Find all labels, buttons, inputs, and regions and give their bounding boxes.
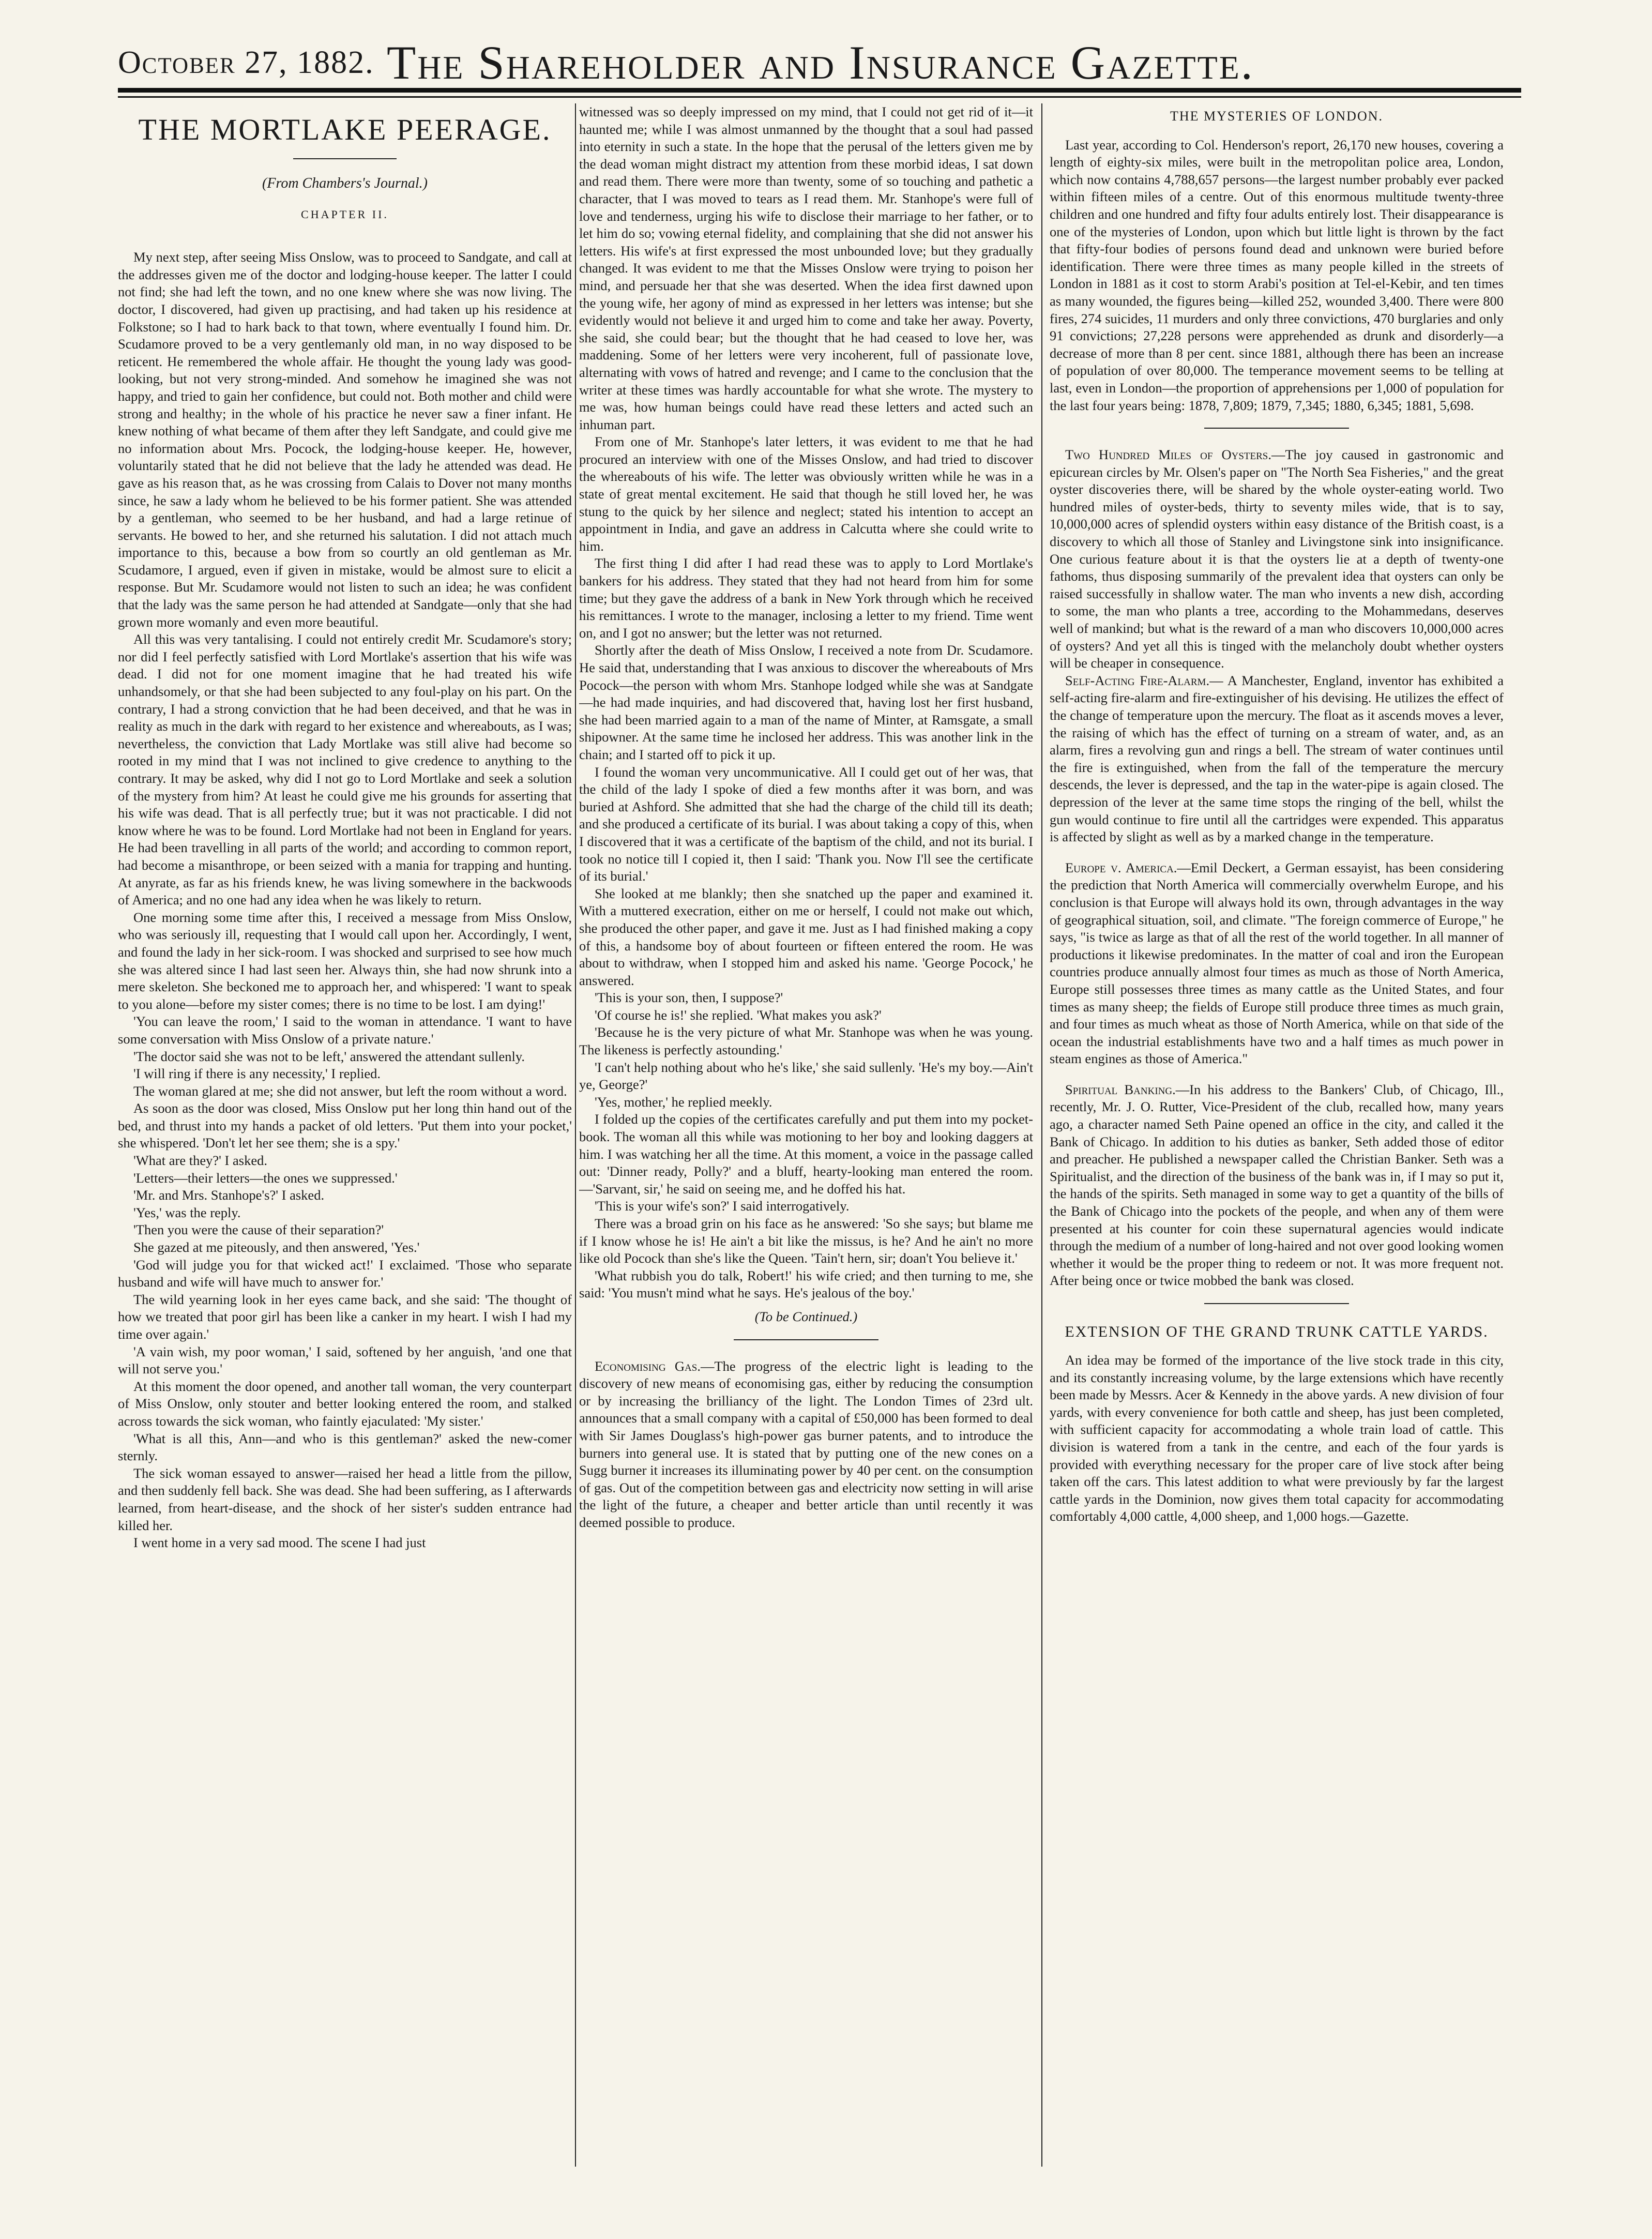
paragraph: 'What are they?' I asked. (133, 1153, 267, 1169)
publication-title: The Shareholder and Insurance Gazette. (387, 36, 1254, 89)
section-rule (1204, 1303, 1349, 1304)
item-body: — A Manchester, England, inventor has exhibited a self-acting fire-alarm and fire-extinguisher of his devising. He utilizes the effect of the change of temperature upon the mercury. The float as it ascends moves a lever, the raising of which has the effect of turning on a stream of water, and, as an alarm, fires a revolving gun and rings a bell. The stream of water continues until the fire is extinguished, when from the fall of the temperature the mercury descends, the lever is depressed, and the tap in the water-pipe is again closed. The depression of the lever at the same time stops the ringing of the bell, whilst the gun would continue to fire until all the cartridges were expended. This apparatus is affected by slight as well as by a marked change in the temperature. (1050, 672, 1504, 845)
paragraph: I went home in a very sad mood. The scene I had just (133, 1535, 426, 1551)
paragraph: An idea may be formed of the importance of the live stock trade in this city, and its constantly increasing volume, by the large extensions which have recently been made by Messrs. Acer & Kennedy in the above yards. A new division of four yards, with every convenience for both cattle and sheep, has just been completed, with sufficient capacity for accommodating a whole train load of cattle. This division is watered from a tank in the centre, and each of the four yards is provided with everything necessary for the proper care of live stock after being taken off the cars. This latest addition to what were previously by far the largest cattle yards in the Dominion, now gives them total capacity for accommodating comfortably 4,000 cattle, 4,000 sheep, and 1,000 hogs.—Gazette. (1050, 1352, 1504, 1524)
issue-date: October 27, 1882. (118, 45, 374, 80)
paragraph: All this was very tantalising. I could not entirely credit Mr. Scudamore's story; nor did I feel perfectly satisfied with Lord Mortlake's assertion that his wife was dead. I did not for one moment imagine that he had treated his wife unhandsomely, or that she had been subjected to any foul-play on his part. On the contrary, I had a strong conviction that he had been deceived, and that he was in reality as much in the dark with regard to her existence and whereabouts, as I was; nevertheless, the conviction that Lady Mortlake was still alive had become so rooted in my mind that I was not inclined to give credence to anything to the contrary. It may be asked, why did I not go to Lord Mortlake and seek a solution of the mystery from him? At least he could give me his grounds for asserting that his wife was dead. That is all perfectly true; but it was not practicable. I did not know where he was to be found. Lord Mortlake had not been in England for years. He had been travelling in all parts of the world; and according to common report, had become a misanthrope, or been seized with a mania for trapping and hunting. At anyrate, as far as his friends knew, he was living somewhere in the backwoods of America; and no one had any idea when he was likely to return. (118, 631, 572, 908)
news-item-banking (1050, 1081, 1504, 1290)
paragraph: One morning some time after this, I received a message from Miss Onslow, who was seriously ill, requesting that I would call upon her. Accordingly, I went, and found the lady in her sick-room. I was shocked and surprised to see how much she was altered since I had last seen her. Always thin, she had now shrunk into a mere skeleton. She beckoned me to approach her, and whispered: 'I want to speak to you alone—before my sister comes; there is no time to be lost. I am dying!' (118, 909, 572, 1012)
paragraph: 'This is your son, then, I suppose?' (595, 990, 783, 1006)
news-item-gas (579, 1358, 1033, 1532)
column-1 (118, 103, 572, 2167)
paragraph: She gazed at me piteously, and then answered, 'Yes.' (133, 1239, 420, 1255)
paragraph: 'God will judge you for that wicked act!' I exclaimed. 'Those who separate husband and wife will have much to answer for.' (118, 1257, 572, 1290)
column-2 (579, 103, 1033, 2167)
spacer (1050, 1068, 1504, 1081)
paragraph: As soon as the door was closed, Miss Onslow put her long thin hand out of the bed, and thrust into my hands a packet of old letters. 'Put them into your pocket,' she whispered. 'Don't let her see them; she is a spy.' (118, 1100, 572, 1151)
column-rule-2 (1041, 103, 1042, 2167)
item-heading: Spiritual Banking. (1065, 1081, 1176, 1097)
paragraph: Shortly after the death of Miss Onslow, I received a note from Dr. Scudamore. He said that, understanding that I was anxious to discover the whereabouts of Mrs Pocock—the person with whom Mrs. Stanhope lodged while she was at Sandgate—he had made inquiries, and had discovered that, having lost her first husband, she had been married again to a man of the name of Minter, at Ramsgate, a small shipowner. At the same time he inclosed her address. This was another link in the chain; and I started off to pick it up. (579, 642, 1033, 762)
section-rule (734, 1339, 878, 1340)
paragraph: There was a broad grin on his face as he answered: 'So she says; but blame me if I know whose he is! He ain't a bit like the missus, is he? And he ain't no more like old Pocock than she's like the Queen. 'Tain't hern, sir; doan't You believe it.' (579, 1216, 1033, 1266)
paragraph: At this moment the door opened, and another tall woman, the very counterpart of Miss Onslow, only stouter and better looking entered the room, and stalked across towards the sick woman, who faintly ejaculated: 'My sister.' (118, 1378, 572, 1429)
paragraph: 'I can't help nothing about who he's like,' she said sullenly. 'He's my boy.—Ain't ye, George?' (579, 1059, 1033, 1093)
item-body: —The joy caused in gastronomic and epicurean circles by Mr. Olsen's paper on "The North Sea Fisheries," and the great oyster discoveries there, will be shared by the whole oyster-eating world. Two hundred miles of oyster-beds, thirty to seventy miles wide, that is to say, 10,000,000 acres of splendid oysters within easy distance of the British coast, is a discovery to which all those of Stanley and Livingstone sink into insignificance. One curious feature about it is that the oysters lie at a depth of twenty-one fathoms, thus disposing summarily of the prevalent idea that oysters can only be raised successfully in shallow water. The man who invents a new dish, according to some, the man who plants a tree, according to the Mohammedans, deserves well of mankind; but what is the reward of a man who discovers 10,000,000 acres of oysters? And yet all this is tinged with the melancholy doubt whether oysters will be cheaper in consequence. (1050, 447, 1504, 671)
heading-mysteries: THE MYSTERIES OF LONDON. (1170, 109, 1383, 124)
paragraph: 'You can leave the room,' I said to the woman in attendance. 'I want to have some conversation with Miss Onslow of a private nature.' (118, 1013, 572, 1047)
news-item-fire-alarm (1050, 672, 1504, 846)
heading-cattle-yards: EXTENSION OF THE GRAND TRUNK CATTLE YARDS. (1065, 1323, 1489, 1340)
paragraph: witnessed was so deeply impressed on my mind, that I could not get rid of it—it haunted me; while I was almost unmanned by the thought that a soul had passed into eternity in such a state. In the hope that the perusal of the letters given me by the dead woman might distract my attention from these morbid ideas, I sat down and read them. There were more than twenty, some of so touching and pathetic a character, that I was moved to tears as I read them. Mr. Stanhope's were full of love and tenderness, urging his wife to disclose their marriage to her father, or to let him do so; vowing eternal fidelity, and complaining that she did not answer his letters. His wife's at first expressed the most unbounded love; but they gradually changed. It was evident to me that the Misses Onslow were trying to poison her mind, and persuade her that she was deserted. When the idea first dawned upon the young wife, her agony of mind as expressed in her letters was intense; but she evidently would not believe it and urged him to come and take her away. Poverty, she said, she could bear; but the thought that he had ceased to love her, was maddening. Some of her letters were very incoherent, full of passionate love, alternating with vows of hatred and revenge; and I came to the conclusion that the writer at these times was hardly accountable for what she wrote. The mystery to me was, how human beings could have read these letters and acted such an inhuman part. (579, 104, 1033, 432)
article-source: (From Chambers's Journal.) (262, 175, 428, 191)
paragraph: 'Letters—their letters—the ones we suppressed.' (133, 1170, 398, 1186)
column-rule-1 (575, 103, 576, 2167)
paragraph: My next step, after seeing Miss Onslow, was to proceed to Sandgate, and call at the addresses given me of the doctor and lodging-house keeper. The latter I could not find; she had left the town, and no one knew where she was now living. The doctor, I discovered, had given up practising, and had taken up his residence at Folkstone; so I had to hark back to that town, where eventually I found him. Dr. Scudamore proved to be a very gentlemanly old man, in no way disposed to be reticent. He remembered the whole affair. He thought the young lady was good-looking, but not very strong-minded. And somehow he imagined she was not happy, and tried to gain her confidence, but could not. Both mother and child were strong and healthy; in the whole of his practice he never saw a finer infant. He knew nothing of what became of them after they left Sandgate, and could give me no information about Mrs. Pocock, the lodging-house keeper. He, however, voluntarily stated that he did not believe that the lady he attended was dead. He gave as his reason that, as he was crossing from Calais to Dover not many months since, he saw a lady whom he believed to be his former patient. She was attended by a gentleman, who seemed to be her husband, and had a large retinue of servants. He bowed to her, and she returned his salutation. I did not attach much importance to this, because a bow from so courtly an old gentleman as Mr. Scudamore, I argued, even if given in mistake, would be almost sure to elicit a response. But Mr. Scudamore would not listen to such an idea; he was confident that the lady was the same person he had attended at Sandgate—only that she had grown more womanly and even more beautiful. (118, 249, 572, 630)
paragraph: 'This is your wife's son?' I said interrogatively. (595, 1198, 850, 1214)
article-title-mortlake: THE MORTLAKE PEERAGE. (138, 113, 552, 146)
paragraph: The wild yearning look in her eyes came back, and she said: 'The thought of how we treated that poor girl has been like a canker in my heart. I wish I had my time over again.' (118, 1291, 572, 1342)
paragraph: I folded up the copies of the certificates carefully and put them into my pocket-book. The woman all this while was motioning to her boy and looking daggers at him. I was watching her all the time. At this moment, a voice in the passage called out: 'Dinner ready, Polly?' and a bluff, hearty-looking man entered the room.—'Sarvant, sir,' he said on seeing me, and he doffed his hat. (579, 1111, 1033, 1197)
paragraph: 'Yes,' was the reply. (133, 1204, 241, 1220)
paragraph: 'I will ring if there is any necessity,' I replied. (133, 1066, 381, 1082)
paragraph: From one of Mr. Stanhope's later letters, it was evident to me that he had procured an interview with one of the Misses Onslow, and had tried to discover the whereabouts of his wife. The letter was obviously written while he was in a state of great mental excitement. He said that though he still loved her, he was stung to the quick by her silence and neglect; stated his intention to accept an appointment in India, and gave an address in Calcutta where she could write to him. (579, 434, 1033, 554)
paragraph: The woman glared at me; she did not answer, but left the room without a word. (133, 1083, 567, 1099)
paragraph: 'A vain wish, my poor woman,' I said, softened by her anguish, 'and one that will not serve you.' (118, 1343, 572, 1377)
item-heading: Two Hundred Miles of Oysters. (1065, 447, 1271, 463)
masthead (118, 32, 1514, 94)
paragraph: 'What is all this, Ann—and who is this gentleman?' asked the new-comer sternly. (118, 1430, 572, 1464)
paragraph: I found the woman very uncommunicative. All I could get out of her was, that the child of the lady I spoke of died a few months after it was born, and was buried at Ashford. She admitted that she had the charge of the child till its death; and she produced a certificate of its burial. I was about taking a copy of this, when I discovered that it was a certificate of the baptism of the child, and not its burial. I took no notice till I copied it, then I said: 'Thank you. Now I'll see the certificate of its burial.' (579, 764, 1033, 884)
paragraph: The first thing I did after I had read these was to apply to Lord Mortlake's bankers for his address. They stated that they had not heard from him for some time; but they gave the address of a bank in New York through which he received his remittances. I wrote to the manager, inclosing a letter to my friend. Time went on, and I got no answer; but the letter was not returned. (579, 555, 1033, 641)
title-rule (293, 158, 397, 159)
paragraph: She looked at me blankly; then she snatched up the paper and examined it. With a muttered execration, either on me or herself, I could not make out which, she produced the other paper, and gave it me. Just as I had finished making a copy of this, a handsome boy of about fourteen or fifteen entered the room. He was about to withdraw, when I stopped him and asked his name. 'George Pocock,' he answered. (579, 885, 1033, 988)
item-heading: Self-Acting Fire-Alarm. (1065, 672, 1210, 688)
item-heading: Europe v. America. (1065, 859, 1177, 875)
item-body: —In his address to the Bankers' Club, of Chicago, Ill., recently, Mr. J. O. Rutter, Vice-President of the club, recalled how, many years ago, a character named Seth Paine opened an office in the city, and called it the Bank of Chicago. In addition to his duties as banker, Seth added those of editor and preacher. He published a newspaper called the Christian Banker. Seth was a Spiritualist, and the direction of the business of the bank was in, if I may so put it, the hands of the spirits. Seth managed in some way to get a quantity of the bills of the Bank of Chicago into the pockets of the people, and when any of them were presented at his counter for coin these supernatural agencies would indicate through the medium of a number of long-haired and not over good looking women whether it would be the proper thing to redeem or not. It was more frequent not. After being once or twice mobbed the bank was closed. (1050, 1081, 1504, 1289)
column-3 (1050, 103, 1504, 2167)
item-body: —Emil Deckert, a German essayist, has been considering the prediction that North America will commercially overwhelm Europe, and his conclusion is that Europe will always hold its own, through advantages in the way of geographical situation, soil, and climate. "The foreign commerce of Europe," he says, "is twice as large as that of all the rest of the world together. In all manner of productions it likewise predominates. In the matter of coal and iron the European countries produce annually almost four times as much as those of North America, Europe still possesses three times as many cattle as the United States, and four times as many sheep; the fields of Europe still produce three times as much grain, and four times as much wheat as those of North America, while on that side of the ocean the industrial establishments have two and a half times as much power in steam engines as those of America." (1050, 859, 1504, 1067)
to-be-continued: (To be Continued.) (754, 1308, 858, 1324)
item-body: —The progress of the electric light is leading to the discovery of new means of economising gas, either by reducing the consumption or by increasing the brilliancy of the light. The London Times of 23rd ult. announces that a small company with a capital of £50,000 has been formed to deal with Sir James Douglass's high-power gas burner patents, and to introduce the burners into general use. It is stated that by putting one of the new cones on a Sugg burner it increases its illuminating power by 40 per cent. on the consumption of gas. Out of the competition between gas and electricity now setting in will arise the light of the future, a cheaper and better article than until recently it was deemed possible to produce. (579, 1358, 1033, 1530)
section-rule (1204, 428, 1349, 429)
masthead-rule-thin (118, 96, 1521, 98)
paragraph: The sick woman essayed to answer—raised her head a little from the pillow, and then suddenly fell back. She was dead. She had been suffering, as I afterwards learned, from heart-disease, and the shock of her sister's sudden entrance had killed her. (118, 1465, 572, 1533)
item-heading: Economising Gas. (595, 1358, 701, 1374)
news-item-oysters (1050, 446, 1504, 672)
paragraph: 'Because he is the very picture of what Mr. Stanhope was when he was young. The likeness is perfectly astounding.' (579, 1024, 1033, 1058)
paragraph: 'Then you were the cause of their separation?' (133, 1222, 384, 1238)
paragraph: 'Of course he is!' she replied. 'What makes you ask?' (595, 1007, 882, 1023)
masthead-rule-thick (118, 88, 1521, 93)
news-item-europe (1050, 859, 1504, 1068)
spacer (1050, 846, 1504, 859)
paragraph: 'Mr. and Mrs. Stanhope's?' I asked. (133, 1187, 325, 1203)
paragraph: Last year, according to Col. Henderson's report, 26,170 new houses, covering a length of eighty-six miles, were built in the metropolitan police area, London, which now contains 4,788,657 persons—the largest number probably ever packed within fifteen miles of a centre. Out of this enormous multitude twenty-three children and one hundred and fifty four adults entirely lost. Their disappearance is one of the mysteries of London, upon which but little light is thrown by the fact that fifty-four bodies of persons found dead and unknown were buried before identification. There were three times as many people killed in the streets of London in 1881 as it cost to storm Arabi's position at Tel-el-Kebir, and ten times as many wounded, the figures being—killed 252, wounded 3,400. There were 800 fires, 274 suicides, 11 murders and only three convictions, 470 burglaries and only 91 convictions; 27,228 persons were apprehended as drunk and disorderly—a decrease of more than 8 per cent. since 1881, although there has been an increase of population of over 80,000. The temperance movement seems to be telling at last, even in London—the proportion of apprehensions per 1,000 of population for the last four years being: 1878, 7,809; 1879, 7,345; 1880, 6,345; 1881, 5,698. (1050, 137, 1504, 413)
paragraph: 'Yes, mother,' he replied meekly. (595, 1094, 772, 1110)
paragraph: 'The doctor said she was not to be left,' answered the attendant sullenly. (133, 1048, 525, 1064)
chapter-heading: CHAPTER II. (301, 207, 389, 221)
paragraph: 'What rubbish you do talk, Robert!' his wife cried; and then turning to me, she said: 'You musn't mind what he says. He's jealous of the boy.' (579, 1267, 1033, 1301)
